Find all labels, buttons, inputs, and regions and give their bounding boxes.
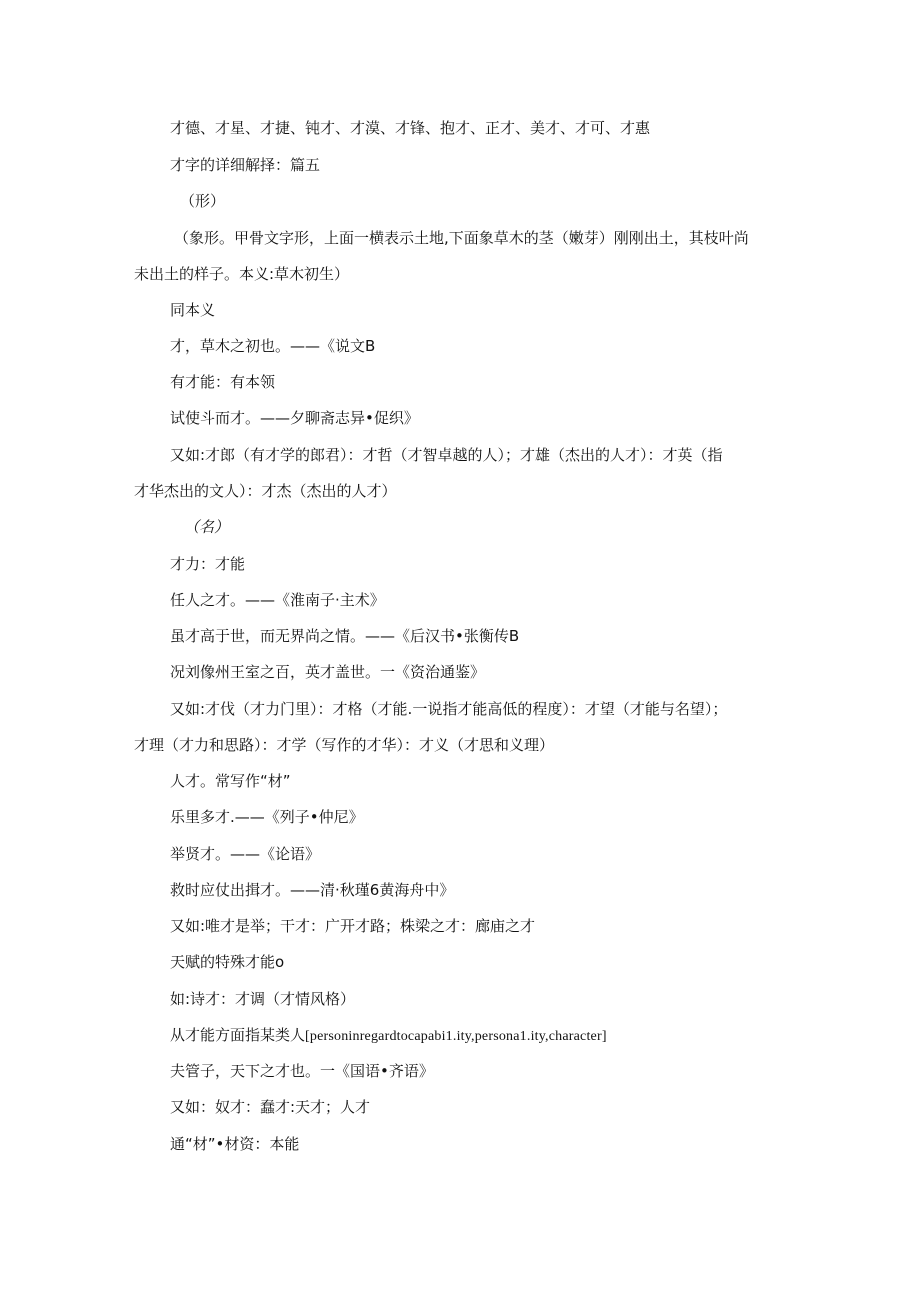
text-line-26 [170,1025,607,1047]
text-line-13: 才力：才能 [170,555,246,573]
text-line-6: 同本义 [170,301,216,319]
text-line-25: 如:诗才：才调（才情风格） [170,990,356,1008]
text-line-20: 乐里多才.——《列子•仲尼》 [170,808,364,826]
text-line-28: 又如：奴才：蠢才:天才；人才 [170,1098,371,1116]
text-line-16: 况刘像州王室之百，英才盖世。一《资治通鉴》 [170,663,486,681]
text-line-1: 才德、才星、才捷、钝才、才漠、才锋、抱才、正才、美才、才可、才惠 [170,119,651,137]
text-line-29: 通“材”•材资：本能 [170,1135,300,1153]
text-line-24: 天赋的特殊才能o [170,953,285,971]
text-line-12: （名） [184,518,230,536]
text-line-2: 才字的详细解择：篇五 [170,156,321,174]
text-line-22: 救时应仗出揖才。——清·秋瑾6黄海舟中》 [170,881,455,899]
text-line-15: 虽才高于世，而无界尚之情。——《后汉书•张衡传B [170,627,520,645]
text-line-23: 又如:唯才是举；干才：广开才路；株梁之才：廊庙之才 [170,917,536,935]
text-line-9: 试使斗而才。——夕聊斋志异•促织》 [170,409,419,427]
text-line-8: 有才能：有本领 [170,373,276,391]
text-line-11: 才华杰出的文人）：才杰（杰出的人才） [134,482,397,500]
text-line-4: （象形。甲骨文字形，上面一横表示土地,下面象草木的茎（嫩芽）刚刚出土，其枝叶尚 [174,229,749,247]
text-line-19: 人才。常写作“材” [170,772,291,790]
text-line-27: 夫管子，天下之才也。一《国语•齐语》 [170,1062,434,1080]
text-line-7: 才，草木之初也。——《说文B [170,337,376,355]
text-line-17: 又如:才伐（才力门里）：才格（才能.一说指才能高低的程度）：才望（才能与名望）； [170,700,728,718]
text-line-26-chinese: 从才能方面指某类人 [170,1026,306,1044]
text-line-18: 才理（才力和思路）：才学（写作的才华）：才义（才思和义理） [134,736,555,754]
text-line-5: 未出土的样子。本义:草木初生） [134,265,350,283]
text-line-3: （形） [180,192,226,210]
text-line-26-english: [personinregardtocapabi1.ity,persona1.ity,character] [305,1029,607,1044]
text-line-21: 举贤才。——《论语》 [170,845,321,863]
text-line-10: 又如:才郎（有才学的郎君）：才哲（才智卓越的人）；才雄（杰出的人才）：才英（指 [170,446,723,464]
text-line-14: 任人之才。——《淮南子·主术》 [170,591,385,609]
